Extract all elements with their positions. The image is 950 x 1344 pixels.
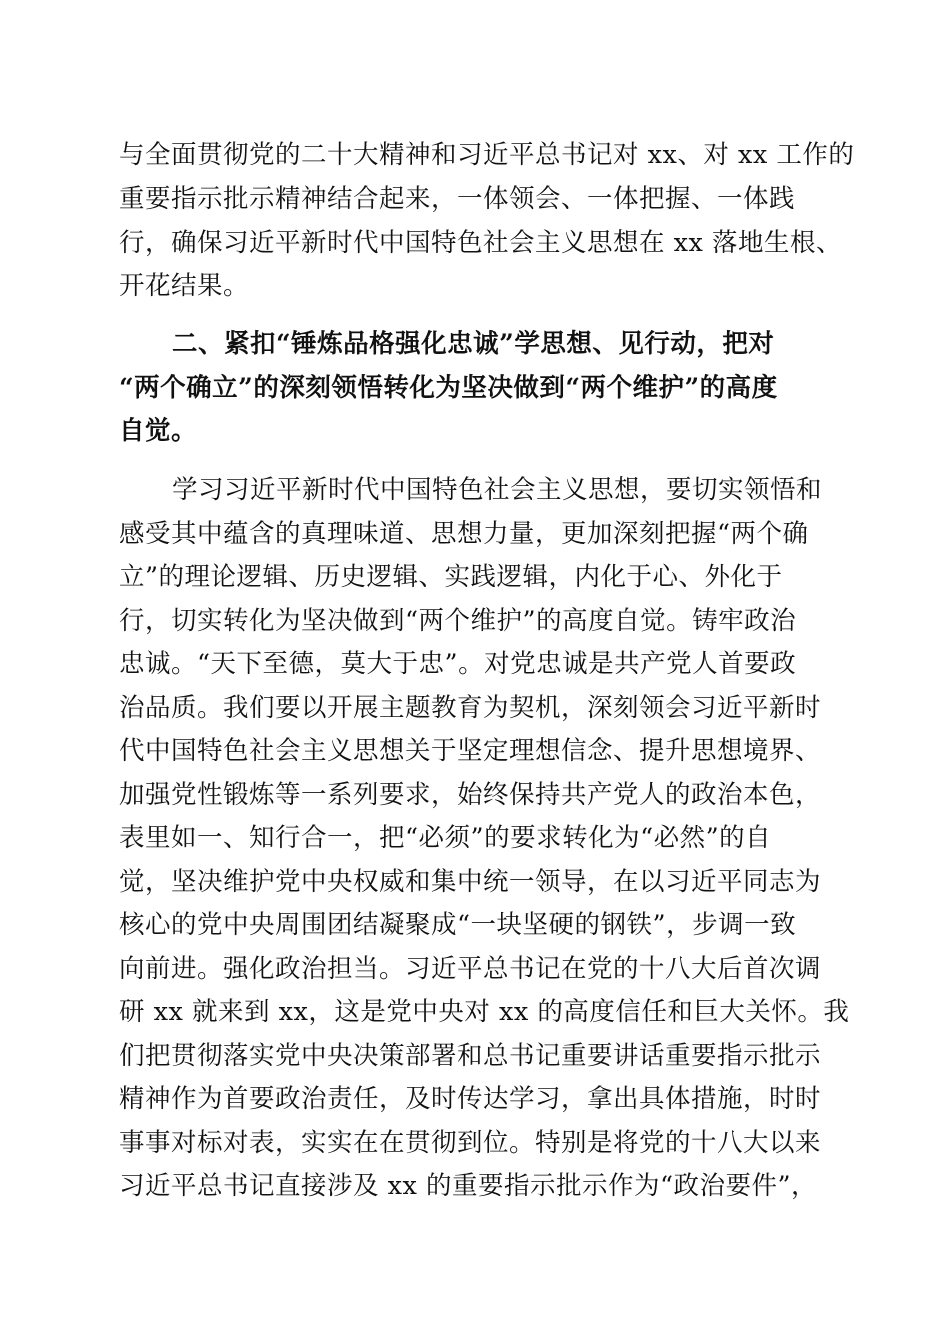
text-line: 行，确保习近平新时代中国特色社会主义思想在 xx 落地生根、 [119, 228, 842, 258]
text-line: 习近平总书记直接涉及 xx 的重要指示批示作为“政治要件”， [119, 1171, 818, 1201]
text-line: 行，切实转化为坚决做到“两个维护”的高度自觉。铸牢政治 [119, 606, 797, 636]
text-line: 精神作为首要政治责任，及时传达学习，拿出具体措施，时时 [119, 1084, 822, 1114]
text-line: 立”的理论逻辑、历史逻辑、实践逻辑，内化于心、外化于 [119, 562, 783, 592]
text-line: 治品质。我们要以开展主题教育为契机，深刻领会习近平新时 [119, 693, 822, 723]
text-line: 学习习近平新时代中国特色社会主义思想，要切实领悟和 [172, 475, 823, 505]
heading-line: 自觉。 [119, 416, 198, 446]
text-line: 向前进。强化政治担当。习近平总书记在党的十八大后首次调 [119, 954, 822, 984]
text-line: 们把贯彻落实党中央决策部署和总书记重要讲话重要指示批示 [119, 1041, 822, 1071]
text-line: 重要指示批示精神结合起来，一体领会、一体把握、一体践 [119, 184, 796, 214]
heading-line: 二、紧扣“锤炼品格强化忠诚”学思想、见行动，把对 [172, 329, 775, 359]
text-line: 与全面贯彻党的二十大精神和习近平总书记对 xx、对 xx 工作的 [119, 140, 855, 170]
text-line: 觉，坚决维护党中央权威和集中统一领导，在以习近平同志为 [119, 867, 822, 897]
text-line: 核心的党中央周围团结凝聚成“一块坚硬的钢铁”，步调一致 [119, 910, 797, 940]
text-line: 加强党性锻炼等一系列要求，始终保持共产党人的政治本色， [119, 780, 822, 810]
text-line: 代中国特色社会主义思想关于坚定理想信念、提升思想境界、 [119, 736, 822, 766]
text-line: 表里如一、知行合一，把“必须”的要求转化为“必然”的自 [119, 823, 772, 853]
text-line: 感受其中蕴含的真理味道、思想力量，更加深刻把握“两个确 [119, 519, 809, 549]
text-line: 事事对标对表，实实在在贯彻到位。特别是将党的十八大以来 [119, 1128, 822, 1158]
text-line: 开花结果。 [119, 271, 250, 301]
text-line: 忠诚。“天下至德，莫大于忠”。对党忠诚是共产党人首要政 [119, 649, 797, 679]
text-line: 研 xx 就来到 xx，这是党中央对 xx 的高度信任和巨大关怀。我 [119, 997, 850, 1027]
heading-line: “两个确立”的深刻领悟转化为坚决做到“两个维护”的高度 [119, 373, 778, 403]
